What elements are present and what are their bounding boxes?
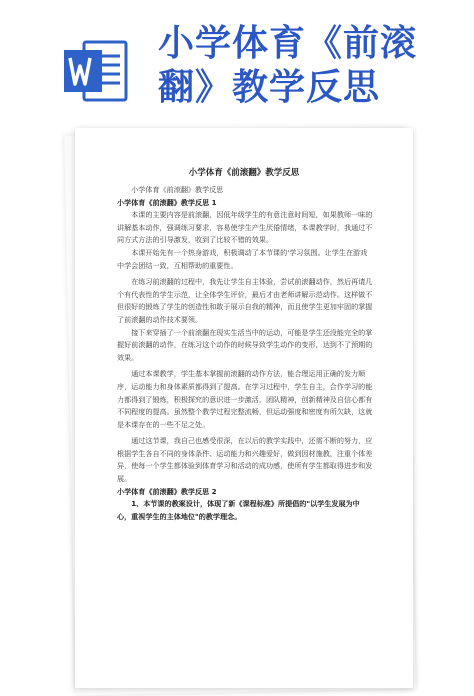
paragraph-4: 接下来穿插了一个前滚翻在现实生活当中的运动，可能是学生还没能完全的掌握好前滚翻的动作，在练习这个动作的时候导致学生动作的变形，达到不了预期的效果。 bbox=[117, 327, 373, 362]
banner-title: 小学体育《前滚翻》教学反思 bbox=[158, 23, 418, 108]
paragraph-2: 本课开始先有一个热身游戏，积极调动了本节课的'学习氛围。让学生在游戏中学会团结一致，互相帮助的重要性。 bbox=[117, 247, 368, 270]
paragraph-1: 本课的主要内容是前滚翻，因低年级学生的有意注意时间短，如果教师一味的讲解基本动作，强调练习要求，容易使学生产生厌倦情绪，本课教学时，我通过不同方式方法的引导激发，收到了比较不错的效果。 bbox=[117, 210, 373, 245]
paragraph-6: 通过这节课，我自己也感受很深，在以后的教学实践中，还需不断的努力，应根据学生各自不同的身体条件、运动能力和兴趣爱好，做到因材施教，注重个体差异，使每一个学生都体验到体育学习和活动的成功感，使所有学生都取得进步和发展。 bbox=[117, 436, 373, 484]
paragraph-5: 通过本课教学，学生基本掌握前滚翻的动作方法，能合理运用正确的发力顺序，运动能力和身体素质都得到了提高。在学习过程中，学生自主，合作学习的能力都得到了锻炼，积极探究的意识进一步激活，团队精神，创新精神及自信心都有不同程度的提高。虽然整个教学过程完整流畅，但运动强度和密度有所欠缺，这就是本课存在的一些不足之处。 bbox=[117, 369, 373, 429]
document-subtitle: 小学体育《前滚翻》教学反思 bbox=[131, 185, 224, 194]
document-title: 小学体育《前滚翻》教学反思 bbox=[188, 168, 300, 178]
paragraph-3: 在练习前滚翻的过程中，我先让学生自主体验，尝试前滚翻动作，然后再请几个有代表性的学生示范，让全体学生评价，最后才由老师讲解示范动作。这样做不但很好的锻炼了学生的创造性和敢于展示自我的精神，而且使学生更加牢固的掌握了前滚翻的动作技术要领。 bbox=[117, 277, 373, 324]
section-heading-2: 小学体育《前滚翻》教学反思 2 bbox=[117, 486, 217, 496]
paragraph-7: 1、本节课的教案设计，体现了新《课程标准》所提倡的"以学生发展为中心，重视学生的主体地位"的教学理念。 bbox=[117, 499, 360, 521]
word-logo-icon bbox=[62, 38, 130, 104]
document-page bbox=[75, 128, 413, 688]
section-heading-1: 小学体育《前滚翻》教学反思 1 bbox=[117, 197, 217, 207]
document-body bbox=[117, 184, 373, 523]
